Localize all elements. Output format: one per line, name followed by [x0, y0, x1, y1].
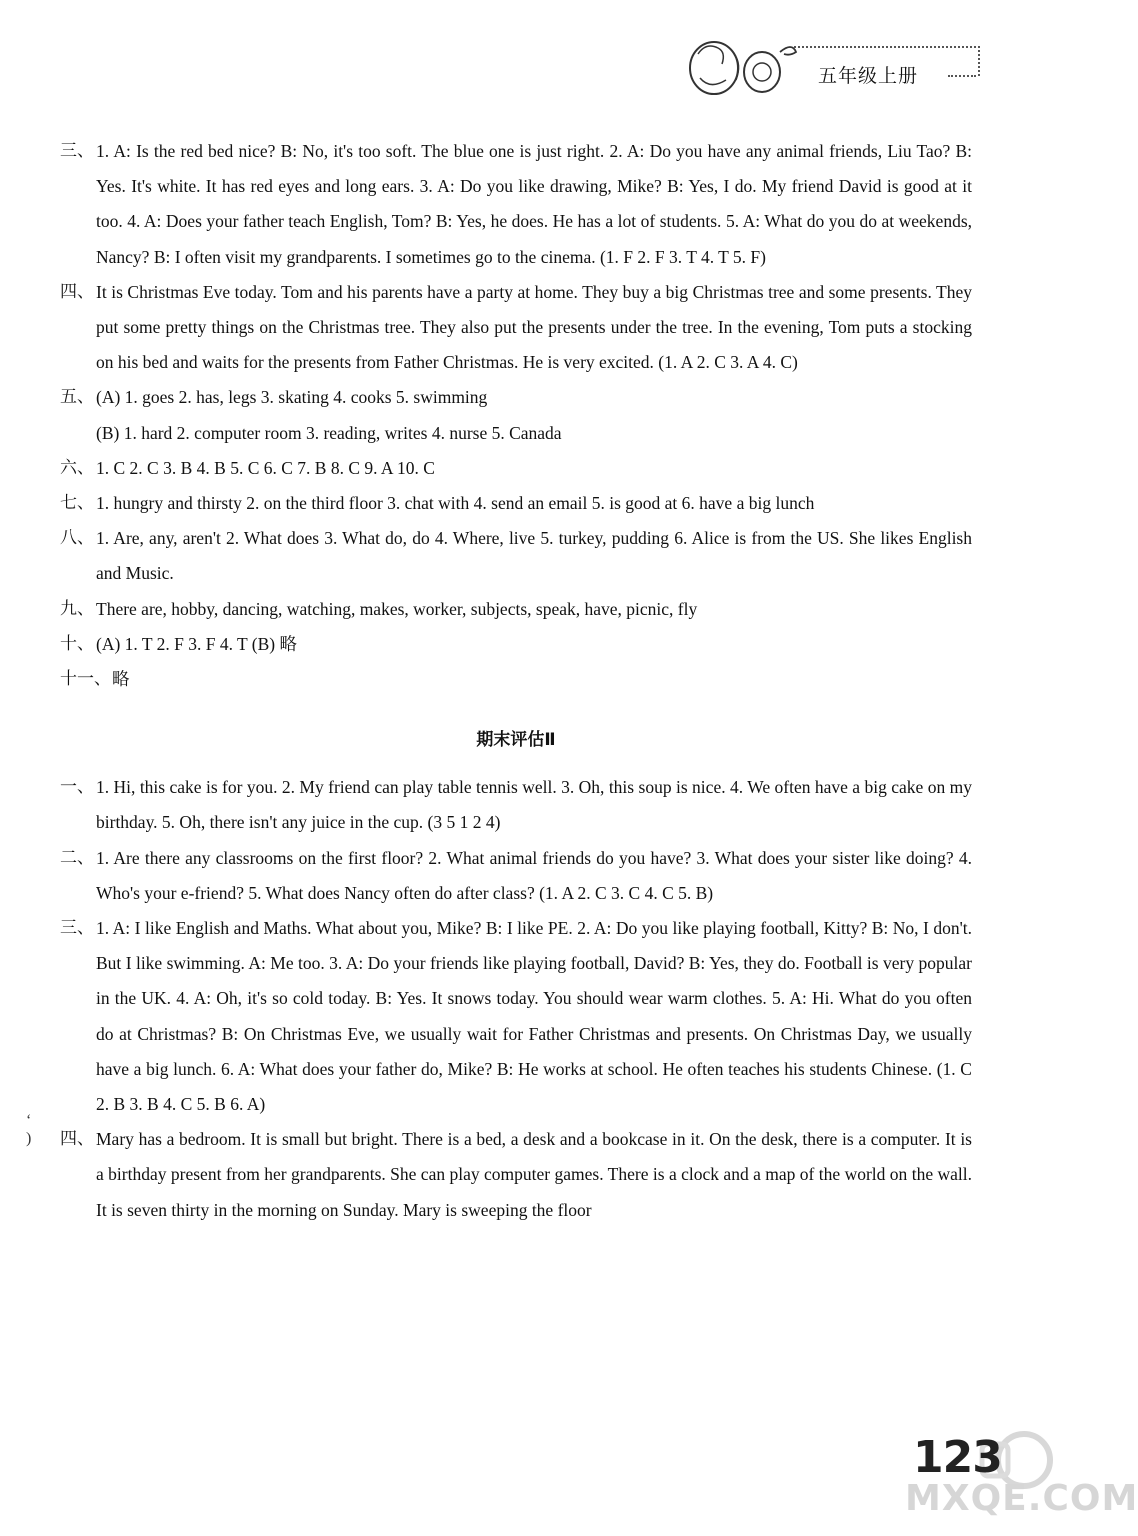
section-text: 略 [112, 669, 130, 690]
answer-block [60, 911, 972, 1122]
section-label: 十一、 [60, 669, 111, 690]
section-label: 七、 [60, 493, 94, 514]
section-text: 1. Hi, this cake is for you. 2. My friend can play table tennis well. 3. Oh, this soup is nice. 4. We often have a big cake on my birthday. 5. Oh, there isn't any juice in the cup. (3 5 1 2 4) [96, 777, 972, 833]
answer-block [60, 416, 972, 451]
answer-block [60, 770, 972, 840]
section-label: 六、 [60, 457, 94, 478]
answer-block [60, 592, 972, 627]
answer-block [60, 627, 972, 662]
answer-block [60, 486, 972, 521]
margin-mark: ‘ ) [26, 1112, 32, 1147]
grade-dotted-rule [948, 75, 976, 77]
section-label: 三、 [60, 918, 94, 939]
section-label: 二、 [60, 847, 94, 868]
answer-block [60, 841, 972, 911]
header-dotted-rule [794, 46, 980, 48]
section-label: 三、 [60, 141, 94, 161]
page-number: 123 [913, 1432, 1002, 1483]
answer-block [60, 662, 972, 697]
section-text: 1. C 2. C 3. B 4. B 5. C 6. C 7. B 8. C 9. A 10. C [96, 457, 435, 478]
section-label: 九、 [60, 598, 94, 619]
section-text: 1. Are, any, aren't 2. What does 3. What do, do 4. Where, live 5. turkey, pudding 6. Alice is from the US. She likes English and Music. [96, 528, 972, 584]
section-text: Mary has a bedroom. It is small but bright. There is a bed, a desk and a bookcase in it. On the desk, there is a computer. It is a birthday present from her grandparents. She can play computer games. There is a clock and a map of the world on the wall. It is seven thirty in the morning on Sunday. Mary is sweeping the floor [96, 1129, 972, 1220]
section-label: 八、 [60, 528, 94, 549]
section-text: (A) 1. T 2. F 3. F 4. T (B) 略 [96, 633, 297, 654]
watermark-text: MXQE.COM [905, 1478, 1138, 1519]
book-logo-icon [676, 34, 816, 104]
header-dotted-edge [978, 46, 980, 76]
section-text: 1. A: I like English and Maths. What about you, Mike? B: I like PE. 2. A: Do you like playing football, Kitty? B: No, I don't. But I like swimming. A: Me too. 3. A: Do your friends like playing football, David? B: Yes, they do. Football is very popular in the UK. 4. A: Oh, it's so cold today. B: Yes. It snows today. You should wear warm clothes. 5. A: Hi. What do you often do at Christmas? B: On Christmas Eve, we usually wait for Father Christmas and presents. On Christmas Day, we usually have a big lunch. 6. A: What does your father do, Mike? B: He works at school. He often teaches his students Chinese. (1. C 2. B 3. B 4. C 5. B 6. A) [96, 918, 972, 1115]
section-text: (B) 1. hard 2. computer room 3. reading, writes 4. nurse 5. Canada [96, 422, 562, 443]
answer-block [60, 521, 972, 591]
section-text: 1. Are there any classrooms on the first floor? 2. What animal friends do you have? 3. What does your sister like doing? 4. Who's your e-friend? 5. What does Nancy often do after class? (1. A 2. C 3. C 4. C 5. B) [96, 847, 972, 903]
answer-block [60, 380, 972, 415]
grade-label: 五年级上册 [818, 65, 919, 87]
page-header [676, 34, 986, 104]
section-text: There are, hobby, dancing, watching, makes, worker, subjects, speak, have, picnic, fly [96, 598, 698, 619]
section-label: 一、 [60, 777, 94, 798]
section-text: 1. A: Is the red bed nice? B: No, it's too soft. The blue one is just right. 2. A: Do you have any animal friends, Liu Tao? B: Yes. It's white. It has red eyes and long ears. 3. A: Do you like drawing, Mike? B: Yes, I do. My friend David is good at it too. 4. A: Does your father teach English, Tom? B: Yes, he does. He has a lot of students. 5. A: What do you do at weekends, Nancy? B: I often visit my grandparents. I sometimes go to the cinema. (1. F 2. F 3. T 4. T 5. F) [96, 141, 972, 267]
answer-content [60, 134, 972, 1228]
section-text: (A) 1. goes 2. has, legs 3. skating 4. cooks 5. swimming [96, 387, 488, 408]
section-text: 1. hungry and thirsty 2. on the third floor 3. chat with 4. send an email 5. is good at 6. have a big lunch [96, 493, 815, 514]
answer-block [60, 134, 972, 275]
section-label: 五、 [60, 387, 94, 408]
section-label: 四、 [60, 281, 94, 302]
answer-block [60, 451, 972, 486]
answer-block [60, 275, 972, 381]
section-label: 四、 [60, 1129, 94, 1150]
answer-block [60, 1122, 972, 1228]
section-title: 期末评估Ⅱ [476, 730, 556, 751]
section-label: 十、 [60, 633, 94, 654]
section-text: It is Christmas Eve today. Tom and his parents have a party at home. They buy a big Christmas tree and some presents. They put some pretty things on the Christmas tree. They also put the presents under the tree. In the evening, Tom puts a stocking on his bed and waits for the presents from Father Christmas. He is very excited. (1. A 2. C 3. A 4. C) [96, 281, 972, 373]
